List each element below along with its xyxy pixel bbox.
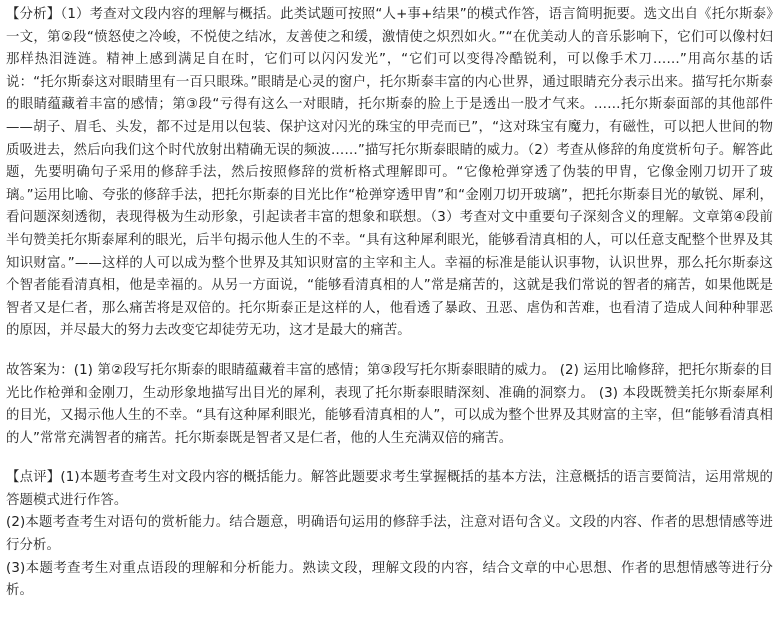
comment-line-1: 【点评】(1)本题考查考生对文段内容的概括能力。解答此题要求考生掌握概括的基本方法，注意概括的语言要简洁，运用常规的答题模式进行作答。: [6, 470, 773, 508]
comment-line-2: (2)本题考查考生对语句的赏析能力。结合题意，明确语句运用的修辞手法，注意对语句含义。文段的内容、作者的思想情感等进行分析。: [6, 515, 773, 554]
comment-section: [6, 467, 773, 603]
comment-line-3: (3)本题考查考生对重点语段的理解和分析能力。熟读文段，理解文段的内容，结合文章的中心思想、作者的思想情感等进行分析。: [6, 560, 773, 599]
analysis-text: 【分析】（1）考查对文段内容的理解与概括。此类试题可按照“人+事+结果”的模式作答，语言简明扼要。选文出自《托尔斯泰》一文，第②段“愤怒使之冷峻，不悦使之结冰，友善使之和缓，激情使之炽烈如火。”“在优美动人的音乐影响下，它们可以像村妇那样热泪涟涟。精神上感到满足自在时，它们可以闪闪发光”，“它们可以变得冷酷锐利，可以像手术刀……”用高尔基的话说：“托尔斯泰这对眼睛里有一百只眼珠。”眼睛是心灵的窗户，托尔斯泰丰富的内心世界，通过眼睛充分表示出来。描写托尔斯泰的眼睛蕴藏着丰富的感情；第③段“亏得有这么一对眼睛，托尔斯泰的脸上于是透出一股才气来。……托尔斯泰面部的其他部件——胡子、眉毛、头发，都不过是用以包装、保护这对闪光的珠宝的甲壳而已”，“这对珠宝有魔力，有磁性，可以把人世间的物质吸进去，然后向我们这个时代放射出精确无误的频波……”描写托尔斯泰眼睛的威力。（2）考查从修辞的角度赏析句子。解答此题，先要明确句子采用的修辞手法，然后按照修辞的赏析格式理解即可。“它像枪弹穿透了伪装的甲胄，它像金刚刀切开了玻璃。”运用比喻、夸张的修辞手法，把托尔斯泰的目光比作“枪弹穿透甲胄”和“金刚刀切开玻璃”，把托尔斯泰目光的敏锐、犀利，看问题深刻透彻，表现得极为生动形象，引起读者丰富的想象和联想。（3）考查对文中重要句子深刻含义的理解。文章第④段前半句赞美托尔斯泰犀利的眼光，后半句揭示他人生的不幸。“具有这种犀利眼光，能够看清真相的人，可以任意支配整个世界及其知识财富。”——这样的人可以成为整个世界及其知识财富的主宰和主人。幸福的标准是能认识事物，认识世界，那么托尔斯泰这个智者能看清真相，他是幸福的。从另一方面说，“能够看清真相的人”常是痛苦的，这就是我们常说的智者的痛苦，如果他既是智者又是仁者，那么痛苦将是双倍的。托尔斯泰正是这样的人，他看透了暴政、丑恶、虐伪和苦难，也看清了造成人间种种罪恶的原因，并尽最大的努力去改变它却徒劳无功，这才是最大的痛苦。: [6, 7, 773, 339]
answer-section: [6, 360, 773, 450]
analysis-section: [6, 4, 773, 343]
answer-text: 故答案为：(1) 第②段写托尔斯泰的眼睛蕴藏着丰富的感情；第③段写托尔斯泰眼睛的威力。 (2) 运用比喻修辞，把托尔斯泰的目光比作枪弹和金刚刀，生动形象地描写出目光的犀利，表现了托尔斯泰眼睛深刻、准确的洞察力。 (3) 本段既赞美托尔斯泰犀利的目光，又揭示他人生的不幸。“具有这种犀利眼光，能够看清真相的人”，可以成为整个世界及其财富的主宰，但“能够看清真相的人”常常充满智者的痛苦。托尔斯泰既是智者又是仁者，他的人生充满双倍的痛苦。: [6, 362, 773, 446]
